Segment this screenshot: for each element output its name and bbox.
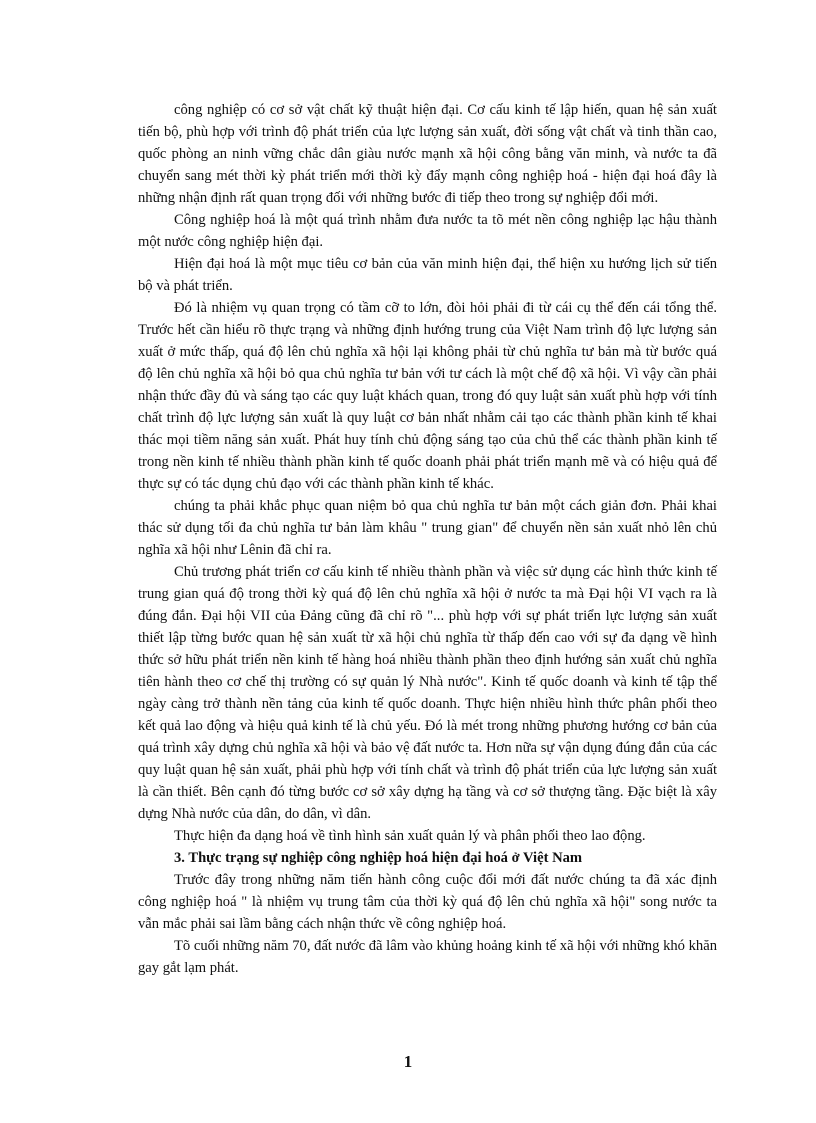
page-number: 1 [403, 1052, 413, 1071]
document-body [138, 99, 717, 979]
paragraph-2: Công nghiệp hoá là một quá trình nhằm đưa nước ta tõ mét nền công nghiệp lạc hậu thành một nước công nghiệp hiện đại. [138, 212, 717, 250]
paragraph-8: Trước đây trong những năm tiến hành công cuộc đổi mới đất nước chúng ta đã xác định công nghiệp hoá " là nhiệm vụ trung tâm của thời kỳ quá độ lên chủ nghĩa xã hội" song nước ta vẫn mắc phải sai lầm bằng cách nhận thức về công nghiệp hoá. [138, 872, 717, 932]
paragraph-5: chúng ta phải khắc phục quan niệm bỏ qua chủ nghĩa tư bản một cách giản đơn. Phải khai thác sử dụng tối đa chủ nghĩa tư bản làm khâu " trung gian" để chuyển nền sản xuất nhỏ lên chủ nghĩa xã hội như Lênin đã chỉ ra. [138, 498, 717, 558]
section-heading: 3. Thực trạng sự nghiệp công nghiệp hoá hiện đại hoá ở Việt Nam [174, 850, 583, 866]
paragraph-6: Chủ trương phát triển cơ cấu kinh tế nhiều thành phần và việc sử dụng các hình thức kinh tế trung gian quá độ trong thời kỳ quá độ lên chủ nghĩa xã hội ở nước ta mà Đại hội VI vạch ra là đúng đắn. Đại hội VII của Đảng cũng đã chỉ rõ "... phù hợp với sự phát triển lực lượng sản xuất thiết lập từng bước quan hệ sản xuất từ xã hội chủ nghĩa từ thấp đến cao với sự đa dạng về hình thức sở hữu phát triển nền kinh tế hàng hoá nhiều thành phần theo định hướng sản xuất chủ nghĩa tiên hành theo cơ chế thị trường có sự quản lý Nhà nước". Kinh tế quốc doanh và kinh tế tập thể ngày càng trở thành nền tảng của kinh tế quốc doanh. Thực hiện nhiều hình thức phân phối theo kết quả lao động và hiệu quả kinh tế là chủ yếu. Đó là mét trong những phương hướng cơ bản của quá trình xây dựng chủ nghĩa xã hội và bảo vệ đất nước ta. Hơn nữa sự vận dụng đúng đắn của các quy luật quan hệ sản xuất, phải phù hợp với tính chất và trình độ phát triển của lực lượng sản xuất là cần thiết. Bên cạnh đó từng bước cơ sở xây dựng hạ tầng và cơ sở thượng tầng. Đặc biệt là xây dựng Nhà nước của dân, do dân, vì dân. [138, 564, 717, 822]
paragraph-9: Tõ cuối những năm 70, đất nước đã lâm vào khủng hoảng kinh tế xã hội với những khó khăn gay gắt lạm phát. [138, 938, 717, 976]
paragraph-1: công nghiệp có cơ sở vật chất kỹ thuật hiện đại. Cơ cấu kinh tế lập hiến, quan hệ sản xuất tiến bộ, phù hợp với trình độ phát triển của lực lượng sản xuất, đời sống vật chất và tinh thần cao, quốc phòng an ninh vững chắc dân giàu nước mạnh xã hội công bằng văn minh, và nước ta đã chuyển sang mét thời kỳ phát triển mới thời kỳ đẩy mạnh công nghiệp hoá - hiện đại hoá đây là những nhận định rất quan trọng đối với những bước đi tiếp theo trong sự nghiệp đổi mới. [138, 102, 717, 206]
paragraph-7: Thực hiện đa dạng hoá về tình hình sản xuất quản lý và phân phối theo lao động. [174, 828, 646, 844]
paragraph-4: Đó là nhiệm vụ quan trọng có tầm cỡ to lớn, đòi hỏi phải đi từ cái cụ thể đến cái tổng thể. Trước hết cần hiểu rõ thực trạng và những định hướng trung của Việt Nam trình độ lực lượng sản xuất ở mức thấp, quá độ lên chủ nghĩa xã hội lại không phải từ chủ nghĩa tư bản mà từ bước quá độ lên chủ nghĩa xã hội bỏ qua chủ nghĩa tư bản với tư cách là một chế độ xã hội. Vì vậy cần phải nhận thức đầy đủ và sáng tạo các quy luật khách quan, trong đó quy luật sản xuất phù hợp với tính chất trình độ lực lượng sản xuất là quy luật cơ bản nhất nhằm cải tạo các thành phần kinh tế khai thác mọi tiềm năng sản xuất. Phát huy tính chủ động sáng tạo của chủ thể các thành phần kinh tế trong nền kinh tế nhiều thành phần kinh tế quốc doanh phải phát triển mạnh mẽ và có hiệu quả để thực sự có tác dụng chủ đạo với các thành phần kinh tế khác. [138, 300, 717, 492]
paragraph-3: Hiện đại hoá là một mục tiêu cơ bản của văn minh hiện đại, thể hiện xu hướng lịch sử tiến bộ và phát triển. [138, 256, 717, 294]
